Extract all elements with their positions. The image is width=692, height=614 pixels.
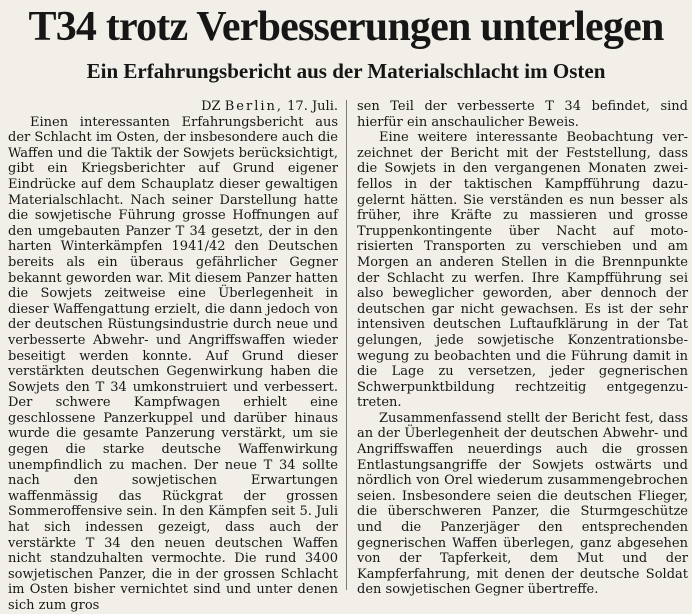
right-column [357,99,688,598]
column-divider [346,100,347,590]
dateline-agency: DZ [201,99,221,114]
article-paragraph: Eine weitere interessante Beobachtung verzeichnet der Bericht mit der Feststellung, dass die Sowjets in den vergangenen Monaten zweifellos in der taktischen Kampfführung dazugelernt hätten. Sie verständen es nun besser als früher, ihre Kräfte zu massieren und grosse Truppenkontingente über Nacht auf motorisierten Transporten zu verschieben und am Morgen an anderen Stellen in die Brennpunkte der Schlacht zu werfen. Ihre Kampfführung sei also beweglicher geworden, aber dennoch der deutschen gar nicht gewachsen. Es ist der sehr intensiven deutschen Luftaufklärung in der Tat gelungen, jede sowjetische Konzentrationsbewegung zu beobachten und die Führung damit in die Lage zu versetzen, jeder gegnerischen Schwerpunktbildung rechtzeitig entgegenzutreten. [357,130,688,411]
article-paragraph: Zusammenfassend stellt der Bericht fest, dass an der Überlegenheit der deutschen Abwehr- und Angriffswaffen neuerdings auch die grossen Entlastungsangriffe der Sowjets ostwärts und nördlich von Orel wiederum zusammengebrochen seien. Insbesondere seien die deutschen Flieger, die überschweren Panzer, die Sturmgeschütze und die Panzerjäger den entsprechenden gegnerischen Waffen überlegen, ganz abgesehen von der Tapferkeit, dem Mut und der Kampferfahrung, mit denen der deutsche Soldat den sowjetischen Gegner übertreffe. [357,410,688,598]
subheadline: Ein Erfahrungsbericht aus der Materialschlacht im Osten [86,59,606,83]
dateline-place: Berlin, [224,99,284,114]
headline: T34 trotz Verbesserungen unterlegen [28,4,664,50]
dateline-date: 17. Juli. [287,99,338,114]
article-paragraph: sen Teil der verbesserte T 34 befindet, sind hierfür ein anschaulicher Beweis. [357,99,688,130]
left-column [8,99,338,614]
article-paragraph: Einen interessanten Erfahrungsbericht aus der Schlacht im Osten, der insbesondere auch die Waffen und die Taktik der Sowjets berücksichtigt, gibt ein Kriegsberichter auf Grund eigener Eindrücke auf dem Schauplatz dieser gewaltigen Materialschlacht. Nach seiner Darstellung hatte die sowjetische Führung grosse Hoffnungen auf den umgebauten Panzer T 34 gesetzt, der in den harten Winterkämpfen 1941/42 den Deutschen bereits als ein überaus gefährlicher Gegner bekannt geworden war. Mit diesem Panzer hatten die Sowjets zeitweise eine Überlegenheit in dieser Waffengattung erzielt, die dann jedoch von der deutschen Rüstungsindustrie durch neue und verbesserte Abwehr- und Angriffswaffen wieder beseitigt werden konnte. Auf Grund dieser verstärkten deutschen Gegenwirkung haben die Sowjets den T 34 umkonstruiert und verbessert. Der schwere Kampfwagen erhielt eine geschlossene Panzerkuppel und darüber hinaus wurde die gesamte Panzerung verstärkt, um sie gegen die starke deutsche Waffenwirkung unempfindlich zu machen. Der neue T 34 sollte nach den sowjetischen Erwartungen waffenmässig das Rückgrat der grossen Sommeroffensive sein. In den Kämpfen seit 5. Juli hat sich indessen gezeigt, dass auch der verstärkte T 34 den neuen deutschen Waffen nicht standzuhalten vermochte. Die rund 3400 sowjetischen Panzer, die in der grossen Schlacht im Osten bisher vernichtet sind und unter denen sich zum gros [8,114,338,613]
dateline [8,99,338,115]
